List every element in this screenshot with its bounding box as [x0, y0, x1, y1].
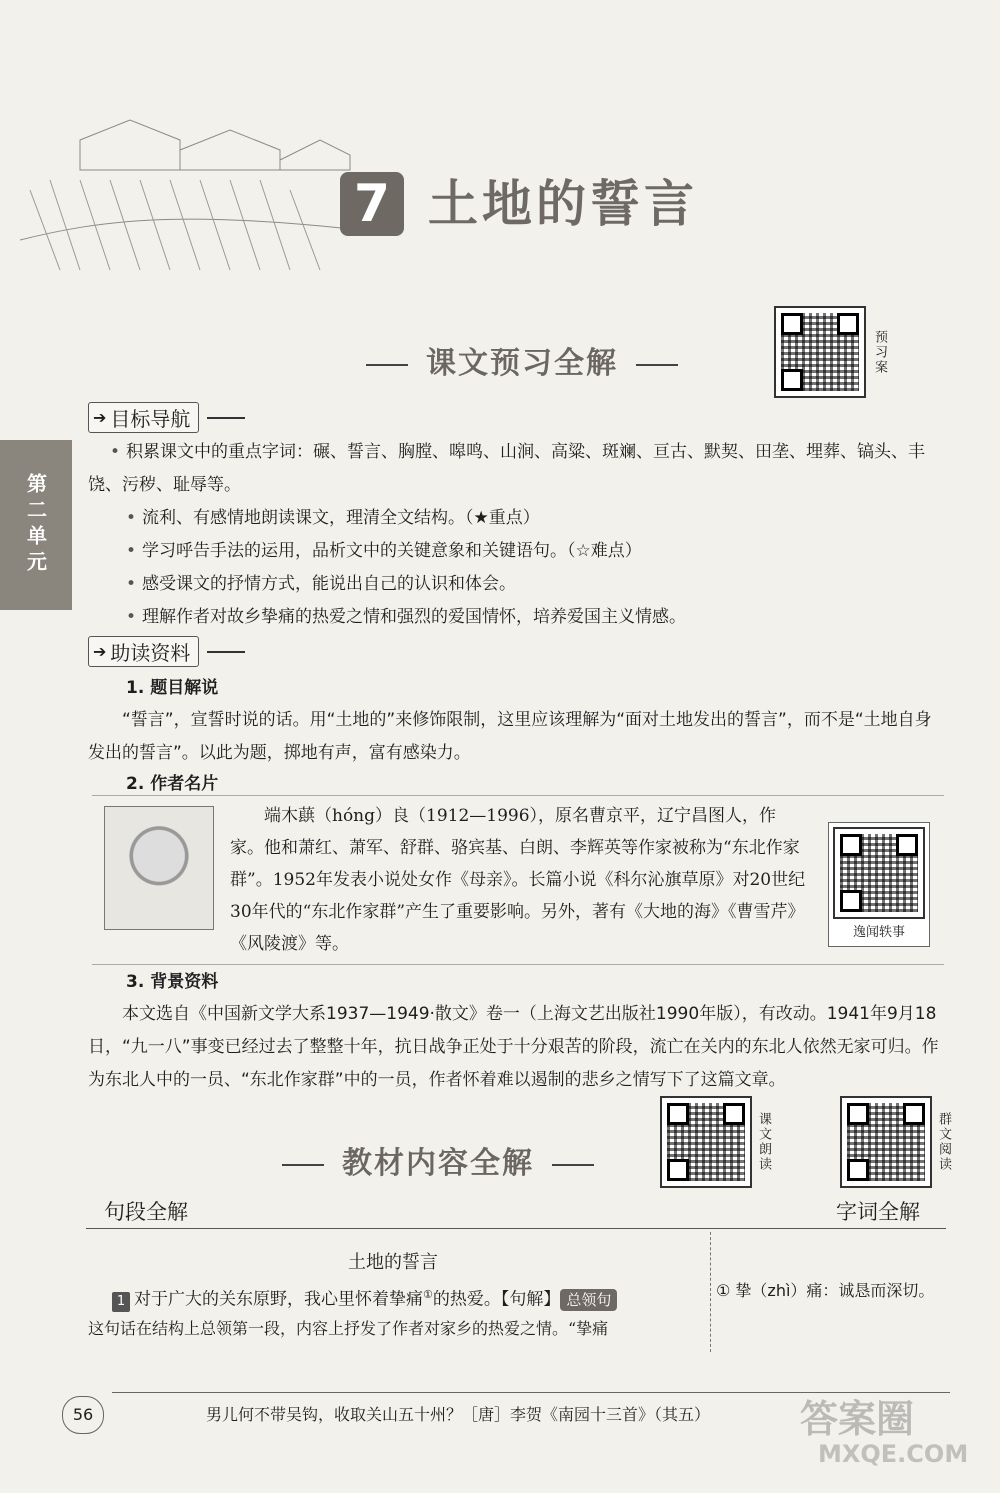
goal-item: • 积累课文中的重点字词：碾、誓言、胸膛、嗥鸣、山涧、高粱、斑斓、亘古、默契、田垄、埋葬、镐头、丰饶、污秽、耻辱等。 [88, 436, 948, 502]
lesson-number: 7 [340, 172, 404, 236]
goal-item: • 学习呼告手法的运用，品析文中的关键意象和关键语句。（☆难点） [88, 535, 948, 568]
gloss-item: ① 挚（zhì）痛：诚恳而深切。 [716, 1281, 935, 1300]
analysis-badge: 总领句 [560, 1289, 617, 1311]
footnote-mark: ① [423, 1288, 433, 1301]
qr-code-icon[interactable] [842, 1098, 930, 1186]
paragraph-text: 对于广大的关东原野，我心里怀着挚痛 [134, 1289, 423, 1310]
preview-qr-block [776, 308, 889, 396]
author-qr-block [828, 822, 930, 947]
background-text: 本文选自《中国新文学大系1937—1949·散文》卷一（上海文艺出版社1990年版），有改动。1941年9月18日，“九一八”事变已经过去了整整十年，抗日战争正处于十分艰苦的阶段，流亡在关内的东北人依然无家可归。作为东北人中的一员、“东北作家群”中的一员，作者怀着难以遏制的悲乡之情写下了这篇文章。 [88, 1004, 939, 1090]
first-paragraph [112, 1278, 708, 1317]
goals-heading: ➔ 目标导航 [88, 402, 245, 433]
topic-text: “誓言”，宣誓时说的话。用“土地的”来修饰限制，这里应该理解为“面对土地发出的誓言”，而不是“土地自身发出的誓言”。以此为题，掷地有声，富有感染力。 [88, 710, 932, 763]
analysis-text: 这句话在结构上总领第一段，内容上抒发了作者对家乡的热爱之情。“挚痛 [88, 1319, 609, 1338]
section-banner-preview: 课文预习全解 [348, 338, 696, 382]
background-title: 3. 背景资料 [126, 972, 219, 992]
reading-qr-block [662, 1098, 773, 1186]
footer-quote: 男儿何不带吴钩，收取关山五十州？［唐］李贺《南园十三首》（其五） [206, 1405, 711, 1424]
text-title: 土地的誓言 [348, 1252, 438, 1273]
goal-item: • 理解作者对故乡挚痛的热爱之情和强烈的爱国情怀，培养爱国主义情感。 [88, 601, 948, 634]
column-divider [710, 1232, 711, 1352]
qr-label: 逸闻轶事 [852, 925, 905, 940]
qr-label: 群文阅读 [936, 1112, 951, 1172]
topic-title: 1. 题目解说 [126, 678, 219, 698]
author-portrait [104, 806, 214, 930]
arrow-icon: ➔ [93, 408, 107, 427]
lesson-title: 土地的誓言 [428, 175, 698, 233]
right-column-heading: 字词全解 [836, 1200, 920, 1224]
qr-code-icon[interactable] [662, 1098, 750, 1186]
goals-list [88, 436, 948, 634]
unit-side-tab: 第二单元 [0, 440, 72, 610]
analysis-label: 【句解】 [500, 1289, 561, 1310]
left-column-heading: 句段全解 [104, 1200, 188, 1224]
author-text: 端木蕻（hóng）良（1912—1996），原名曹京平，辽宁昌图人，作家。他和萧红、萧军、舒群、骆宾基、白朗、李辉英等作家被称为“东北作家群”。1952年发表小说处女作《母亲》。长篇小说《科尔沁旗草原》对20世纪30年代的“东北作家群”产生了重要影响。另外，著有《大地的海》《曹雪芹》《风陵渡》等。 [230, 806, 806, 954]
paragraph-text-end: 的热爱。 [432, 1289, 501, 1310]
paragraph-number: 1 [112, 1292, 130, 1312]
watermark-logo: 答案圈 [800, 1397, 915, 1441]
group-reading-qr-block [842, 1098, 953, 1186]
qr-code-icon[interactable] [835, 829, 923, 917]
qr-label: 预习案 [872, 329, 887, 375]
watermark-url: MXQE.COM [818, 1440, 969, 1468]
author-title: 2. 作者名片 [126, 774, 219, 794]
goal-item: • 流利、有感情地朗读课文，理清全文结构。（★重点） [88, 502, 948, 535]
column-divider-top [86, 1228, 946, 1229]
section-banner-textbook: 教材内容全解 [264, 1138, 612, 1182]
header-illustration [20, 40, 360, 280]
qr-code-icon[interactable] [776, 308, 864, 396]
qr-label: 课文朗读 [756, 1112, 771, 1172]
arrow-icon: ➔ [93, 642, 107, 661]
goal-item: • 感受课文的抒情方式，能说出自己的认识和体会。 [88, 568, 948, 601]
page-number: 56 [62, 1396, 104, 1434]
reading-heading: ➔ 助读资料 [88, 636, 245, 667]
